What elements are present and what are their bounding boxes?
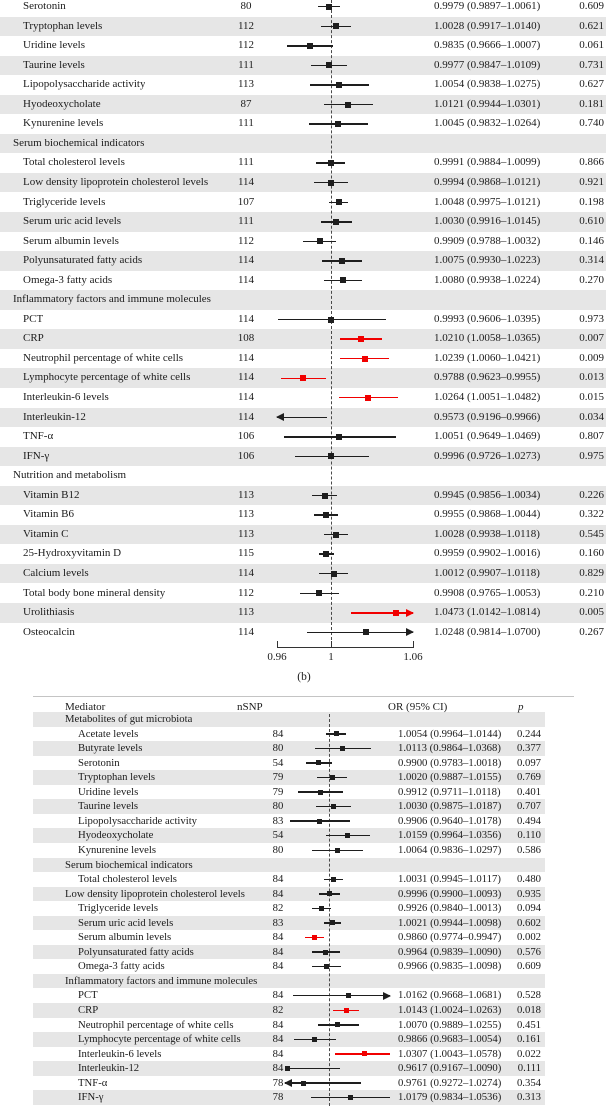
row-p-value: 0.110: [517, 829, 541, 842]
or-marker: [331, 804, 336, 809]
row-nsnp: 79: [272, 771, 284, 784]
row-or-ci: 1.0054 (0.9838–1.0275): [434, 78, 541, 91]
row-p-value: 0.480: [516, 873, 541, 886]
x-axis-tick: [277, 641, 278, 648]
row-label: Kynurenine levels: [78, 843, 157, 856]
or-marker: [301, 1081, 306, 1086]
arrow-left-icon: [284, 1079, 292, 1087]
row-or-ci: 0.9926 (0.9840–1.0013): [398, 902, 502, 915]
row-nsnp: 106: [237, 430, 255, 443]
row-nsnp: 83: [272, 814, 284, 827]
row-label: Serum albumin levels: [23, 234, 119, 247]
row-nsnp: 113: [237, 527, 255, 540]
row-nsnp: 84: [272, 727, 284, 740]
row-p-value: 0.602: [516, 916, 541, 929]
row-p-value: 0.866: [579, 156, 604, 169]
row-p-value: 0.807: [579, 430, 604, 443]
column-header-nsnp: nSNP: [237, 701, 263, 713]
row-p-value: 0.061: [579, 39, 604, 52]
row-nsnp: 82: [272, 902, 284, 915]
row-or-ci: 0.9996 (0.9900–1.0093): [398, 887, 502, 900]
row-or-ci: 1.0121 (0.9944–1.0301): [434, 97, 541, 110]
row-or-ci: 1.0248 (0.9814–1.0700): [434, 625, 541, 638]
row-or-ci: 0.9573 (0.9196–0.9966): [434, 410, 541, 423]
row-or-ci: 1.0012 (0.9907–1.0118): [434, 566, 540, 579]
x-axis-tick-label: 1: [328, 651, 334, 663]
forest-row: [0, 785, 606, 800]
row-p-value: 0.975: [579, 449, 604, 462]
row-nsnp: 114: [237, 312, 255, 325]
row-or-ci: 1.0064 (0.9836–1.0297): [398, 843, 502, 856]
row-or-ci: 0.9945 (0.9856–1.0034): [434, 488, 541, 501]
row-or-ci: 0.9866 (0.9683–1.0054): [398, 1033, 502, 1046]
section-header-row: [0, 858, 606, 873]
row-nsnp: 80: [272, 843, 284, 856]
forest-row: [0, 756, 606, 771]
panel-b-label: (b): [297, 671, 311, 683]
or-marker: [318, 790, 323, 795]
row-label: Triglyceride levels: [78, 902, 159, 915]
row-nsnp: 112: [237, 19, 255, 32]
row-or-ci: 0.9912 (0.9711–1.0118): [398, 785, 501, 798]
row-or-ci: 0.9979 (0.9897–1.0061): [434, 0, 541, 12]
row-or-ci: 1.0264 (1.0051–1.0482): [434, 391, 541, 403]
row-label: Serotonin: [23, 0, 66, 12]
row-nsnp: 84: [272, 1033, 284, 1046]
row-label: Polyunsaturated fatty acids: [23, 254, 143, 267]
row-p-value: 0.002: [516, 931, 541, 944]
row-nsnp: 79: [272, 785, 284, 798]
or-marker: [340, 746, 345, 751]
row-p-value: 0.111: [517, 1062, 541, 1075]
row-nsnp: 114: [237, 254, 255, 267]
row-or-ci: 0.9959 (0.9902–1.0016): [434, 547, 541, 560]
row-label: Total cholesterol levels: [78, 873, 177, 886]
row-p-value: 0.451: [516, 1018, 541, 1031]
forest-row: [0, 887, 606, 902]
row-label: Hyodeoxycholate: [78, 829, 154, 842]
row-label: Lipopolysaccharide activity: [78, 814, 198, 827]
row-label: PCT: [78, 989, 98, 1002]
row-or-ci: 1.0028 (0.9938–1.0118): [434, 527, 540, 540]
row-p-value: 0.009: [579, 351, 604, 364]
row-p-value: 0.935: [516, 887, 541, 900]
row-or-ci: 1.0307 (1.0043–1.0578): [398, 1047, 502, 1060]
row-or-ci: 0.9906 (0.9640–1.0178): [398, 814, 502, 827]
row-or-ci: 0.9860 (0.9774–0.9947): [398, 931, 502, 944]
row-nsnp: 111: [238, 156, 254, 169]
or-marker: [334, 731, 339, 736]
row-nsnp: 114: [237, 410, 255, 423]
row-nsnp: 84: [272, 1018, 284, 1031]
or-marker: [346, 993, 351, 998]
row-nsnp: 114: [237, 625, 255, 638]
row-nsnp: 84: [272, 887, 284, 900]
row-or-ci: 1.0210 (1.0058–1.0365): [434, 332, 541, 345]
or-marker: [331, 877, 336, 882]
or-marker: [323, 950, 328, 955]
row-or-ci: 1.0051 (0.9649–1.0469): [434, 430, 541, 443]
row-p-value: 0.494: [516, 814, 541, 827]
row-p-value: 0.609: [516, 960, 541, 973]
section-header-label: Inflammatory factors and immune molecules: [65, 974, 258, 987]
forest-row: [0, 814, 606, 829]
row-label: Uridine levels: [23, 39, 86, 52]
row-label: Low density lipoprotein cholesterol levels: [65, 887, 245, 900]
row-or-ci: 1.0048 (0.9975–1.0121): [434, 195, 541, 208]
row-p-value: 0.829: [579, 566, 604, 579]
or-marker: [344, 1008, 349, 1013]
row-p-value: 0.034: [579, 410, 604, 423]
row-p-value: 0.198: [579, 195, 604, 208]
forest-row: [0, 959, 606, 974]
row-nsnp: 113: [237, 488, 255, 501]
row-p-value: 0.610: [579, 215, 604, 228]
row-label: Total cholesterol levels: [23, 156, 125, 169]
row-label: Total body bone mineral density: [23, 586, 166, 599]
or-marker: [345, 833, 350, 838]
or-marker: [285, 1066, 290, 1071]
row-or-ci: 1.0028 (0.9917–1.0140): [434, 19, 541, 32]
row-or-ci: 1.0143 (1.0024–1.0263): [398, 1004, 502, 1016]
row-p-value: 0.377: [516, 742, 541, 755]
row-nsnp: 111: [238, 58, 254, 71]
row-nsnp: 114: [237, 273, 255, 286]
row-p-value: 0.627: [579, 78, 604, 91]
row-nsnp: 107: [237, 195, 255, 208]
forest-row: [0, 1032, 606, 1047]
row-nsnp: 111: [238, 117, 254, 130]
row-or-ci: 0.9835 (0.9666–1.0007): [434, 39, 541, 52]
row-label: Omega-3 fatty acids: [78, 960, 165, 973]
row-nsnp: 114: [237, 566, 255, 579]
row-label: TNF-α: [78, 1076, 108, 1089]
row-p-value: 0.545: [579, 527, 604, 540]
row-p-value: 0.921: [579, 175, 604, 188]
row-p-value: 0.007: [579, 332, 604, 345]
row-nsnp: 80: [272, 742, 284, 755]
ci-line: [285, 1082, 361, 1083]
row-label: Butyrate levels: [78, 742, 143, 755]
row-or-ci: 1.0075 (0.9930–1.0223): [434, 254, 541, 267]
row-nsnp: 84: [272, 1062, 284, 1075]
row-nsnp: 112: [237, 234, 255, 247]
x-axis-tick: [413, 641, 414, 648]
row-or-ci: 0.9993 (0.9606–1.0395): [434, 312, 541, 325]
row-or-ci: 0.9996 (0.9726–1.0273): [434, 449, 541, 462]
row-label: Hyodeoxycholate: [23, 97, 101, 110]
row-p-value: 0.146: [579, 234, 604, 247]
row-label: Acetate levels: [78, 727, 139, 740]
row-nsnp: 84: [272, 989, 284, 1002]
forest-row: [0, 843, 606, 858]
row-label: Osteocalcin: [23, 625, 75, 638]
column-header-mediator: Mediator: [65, 701, 106, 713]
row-label: Serum uric acid levels: [78, 916, 174, 929]
row-p-value: 0.322: [579, 508, 604, 521]
row-nsnp: 112: [237, 39, 255, 52]
row-or-ci: 0.9900 (0.9783–1.0018): [398, 756, 502, 769]
row-p-value: 0.022: [516, 1047, 541, 1060]
row-or-ci: 1.0162 (0.9668–1.0681): [398, 989, 502, 1002]
row-label: Low density lipoprotein cholesterol levels: [23, 175, 209, 188]
forest-row: [0, 916, 606, 931]
row-nsnp: 78: [272, 1076, 284, 1089]
row-nsnp: 54: [272, 756, 284, 769]
row-nsnp: 83: [272, 916, 284, 929]
or-marker: [348, 1095, 353, 1100]
row-or-ci: 1.0473 (1.0142–1.0814): [434, 606, 541, 619]
row-nsnp: 114: [237, 391, 255, 403]
row-nsnp: 112: [237, 586, 255, 599]
column-header-or: OR (95% CI): [388, 701, 448, 713]
row-or-ci: 1.0045 (0.9832–1.0264): [434, 117, 541, 130]
x-axis-tick-label: 0.96: [267, 651, 287, 663]
row-label: Uridine levels: [78, 785, 139, 798]
x-axis-tick: [331, 641, 332, 648]
row-label: Lymphocyte percentage of white cells: [78, 1033, 241, 1046]
forest-row: [0, 930, 606, 945]
row-label: CRP: [78, 1004, 99, 1016]
row-label: Vitamin B6: [23, 508, 74, 521]
row-p-value: 0.314: [579, 254, 604, 267]
row-p-value: 0.740: [579, 117, 604, 130]
row-nsnp: 115: [237, 547, 255, 560]
row-or-ci: 1.0020 (0.9887–1.0155): [398, 771, 502, 784]
row-p-value: 0.313: [516, 1091, 541, 1104]
forest-row: [0, 872, 606, 887]
row-p-value: 0.161: [516, 1033, 541, 1046]
row-label: Taurine levels: [78, 800, 139, 813]
row-nsnp: 111: [238, 215, 254, 228]
row-or-ci: 1.0054 (0.9964–1.0144): [398, 727, 502, 740]
forest-row: [0, 901, 606, 916]
row-nsnp: 114: [237, 351, 255, 364]
row-nsnp: 87: [240, 97, 252, 110]
row-nsnp: 113: [237, 508, 255, 521]
row-or-ci: 1.0030 (0.9875–1.0187): [398, 800, 502, 813]
row-or-ci: 0.9966 (0.9835–1.0098): [398, 960, 502, 973]
forest-row: [0, 988, 606, 1003]
row-nsnp: 84: [272, 873, 284, 886]
forest-row: [0, 1090, 606, 1105]
row-p-value: 0.013: [579, 371, 604, 384]
row-p-value: 0.354: [516, 1076, 541, 1089]
row-label: Lymphocyte percentage of white cells: [23, 371, 191, 384]
row-label: Kynurenine levels: [23, 117, 104, 130]
row-label: Polyunsaturated fatty acids: [78, 945, 194, 958]
section-header-label: Metabolites of gut microbiota: [65, 713, 193, 725]
row-or-ci: 1.0080 (0.9938–1.0224): [434, 273, 541, 286]
row-nsnp: 82: [272, 1004, 284, 1016]
row-label: PCT: [23, 312, 44, 325]
row-label: Taurine levels: [23, 58, 85, 71]
row-p-value: 0.018: [516, 1004, 541, 1016]
row-nsnp: 54: [272, 829, 284, 842]
row-label: Neutrophil percentage of white cells: [78, 1018, 234, 1031]
row-p-value: 0.707: [516, 800, 541, 813]
row-or-ci: 0.9977 (0.9847–1.0109): [434, 58, 541, 71]
row-p-value: 0.973: [579, 312, 604, 325]
row-or-ci: 1.0031 (0.9945–1.0117): [398, 873, 501, 886]
or-marker: [335, 848, 340, 853]
or-marker: [362, 1051, 367, 1056]
or-marker: [316, 760, 321, 765]
row-or-ci: 1.0070 (0.9889–1.0255): [398, 1018, 502, 1031]
forest-row: [0, 1018, 606, 1033]
row-label: Triglyceride levels: [23, 195, 106, 208]
row-or-ci: 1.0021 (0.9944–1.0098): [398, 916, 502, 929]
row-nsnp: 114: [237, 175, 255, 188]
row-or-ci: 0.9991 (0.9884–1.0099): [434, 156, 541, 169]
row-nsnp: 114: [237, 371, 255, 384]
row-label: Serum albumin levels: [78, 931, 172, 944]
row-label: Urolithiasis: [23, 606, 75, 619]
table-top-rule: [33, 696, 574, 697]
row-label: Lipopolysaccharide activity: [23, 78, 146, 91]
section-header-label: Serum biochemical indicators: [65, 858, 193, 871]
row-label: Interleukin-12: [78, 1062, 140, 1075]
row-or-ci: 0.9955 (0.9868–1.0044): [434, 508, 541, 521]
row-nsnp: 113: [237, 78, 255, 91]
row-p-value: 0.160: [579, 547, 604, 560]
or-marker: [330, 920, 335, 925]
row-or-ci: 1.0030 (0.9916–1.0145): [434, 215, 541, 228]
row-nsnp: 113: [237, 606, 255, 619]
row-label: Serotonin: [78, 756, 120, 769]
row-nsnp: 80: [272, 800, 284, 813]
x-axis-tick-label: 1.06: [403, 651, 423, 663]
row-nsnp: 84: [272, 931, 284, 944]
section-header-row: [0, 974, 606, 989]
row-or-ci: 1.0179 (0.9834–1.0536): [398, 1091, 502, 1104]
row-label: Omega-3 fatty acids: [23, 273, 113, 286]
row-label: IFN-γ: [23, 449, 50, 462]
row-or-ci: 0.9788 (0.9623–0.9955): [434, 371, 541, 384]
row-or-ci: 1.0113 (0.9864–1.0368): [398, 742, 501, 755]
forest-row: [0, 945, 606, 960]
row-or-ci: 0.9908 (0.9765–1.0053): [434, 586, 541, 599]
forest-row: [0, 1047, 606, 1062]
row-label: Calcium levels: [23, 566, 89, 579]
or-marker: [335, 1022, 340, 1027]
row-label: Vitamin C: [23, 527, 69, 540]
forest-row: [0, 1061, 606, 1076]
row-nsnp: 108: [237, 332, 255, 345]
forest-row: [0, 1003, 606, 1018]
forest-row: [0, 727, 606, 742]
row-p-value: 0.769: [516, 771, 541, 784]
section-header-label: Nutrition and metabolism: [13, 469, 127, 482]
row-or-ci: 0.9909 (0.9788–1.0032): [434, 234, 541, 247]
row-label: Serum uric acid levels: [23, 215, 122, 228]
row-p-value: 0.181: [579, 97, 604, 110]
ci-line: [293, 995, 390, 996]
or-marker: [327, 891, 332, 896]
row-p-value: 0.267: [579, 625, 604, 638]
row-p-value: 0.576: [516, 945, 541, 958]
row-label: Interleukin-12: [23, 410, 86, 423]
forest-row: [0, 770, 606, 785]
or-marker: [324, 964, 329, 969]
row-label: 25-Hydroxyvitamin D: [23, 547, 122, 560]
or-marker: [312, 935, 317, 940]
forest-row: [0, 1076, 606, 1091]
row-p-value: 0.005: [579, 606, 604, 619]
row-label: Vitamin B12: [23, 488, 80, 501]
row-nsnp: 106: [237, 449, 255, 462]
section-header-label: Inflammatory factors and immune molecules: [13, 293, 211, 306]
row-label: Interleukin-6 levels: [23, 391, 109, 403]
row-nsnp: 80: [240, 0, 252, 12]
forest-row: [0, 828, 606, 843]
row-or-ci: 1.0239 (1.0060–1.0421): [434, 351, 541, 364]
row-p-value: 0.226: [579, 488, 604, 501]
or-marker: [319, 906, 324, 911]
row-or-ci: 0.9964 (0.9839–1.0090): [398, 945, 502, 958]
row-label: Neutrophil percentage of white cells: [23, 351, 184, 364]
row-nsnp: 84: [272, 945, 284, 958]
row-p-value: 0.621: [579, 19, 604, 32]
row-p-value: 0.528: [516, 989, 541, 1002]
forest-row: [0, 799, 606, 814]
or-marker: [330, 775, 335, 780]
or-marker: [312, 1037, 317, 1042]
row-p-value: 0.210: [579, 586, 604, 599]
row-p-value: 0.731: [579, 58, 604, 71]
row-p-value: 0.401: [516, 785, 541, 798]
ci-line: [285, 1068, 340, 1069]
arrow-right-icon: [383, 992, 391, 1000]
section-header-label: Serum biochemical indicators: [13, 136, 145, 149]
row-nsnp: 84: [272, 1047, 284, 1060]
row-p-value: 0.094: [516, 902, 541, 915]
row-p-value: 0.097: [516, 756, 541, 769]
row-p-value: 0.270: [579, 273, 604, 286]
row-or-ci: 0.9994 (0.9868–1.0121): [434, 175, 541, 188]
row-label: Interleukin-6 levels: [78, 1047, 162, 1060]
row-label: IFN-γ: [78, 1091, 104, 1104]
row-label: TNF-α: [23, 430, 54, 443]
row-p-value: 0.015: [579, 391, 604, 403]
forest-row: [0, 741, 606, 756]
row-label: Tryptophan levels: [78, 771, 156, 784]
row-nsnp: 78: [272, 1091, 284, 1104]
row-or-ci: 0.9617 (0.9167–1.0090): [398, 1062, 502, 1075]
column-header-p: p: [518, 701, 524, 713]
row-p-value: 0.586: [516, 843, 541, 856]
row-nsnp: 84: [272, 960, 284, 973]
row-p-value: 0.609: [579, 0, 604, 12]
row-p-value: 0.244: [516, 727, 541, 740]
row-or-ci: 1.0159 (0.9964–1.0356): [398, 829, 502, 842]
row-label: CRP: [23, 332, 44, 345]
row-label: Tryptophan levels: [23, 19, 103, 32]
row-or-ci: 0.9761 (0.9272–1.0274): [398, 1076, 502, 1089]
x-axis-line: [277, 647, 414, 648]
or-marker: [317, 819, 322, 824]
